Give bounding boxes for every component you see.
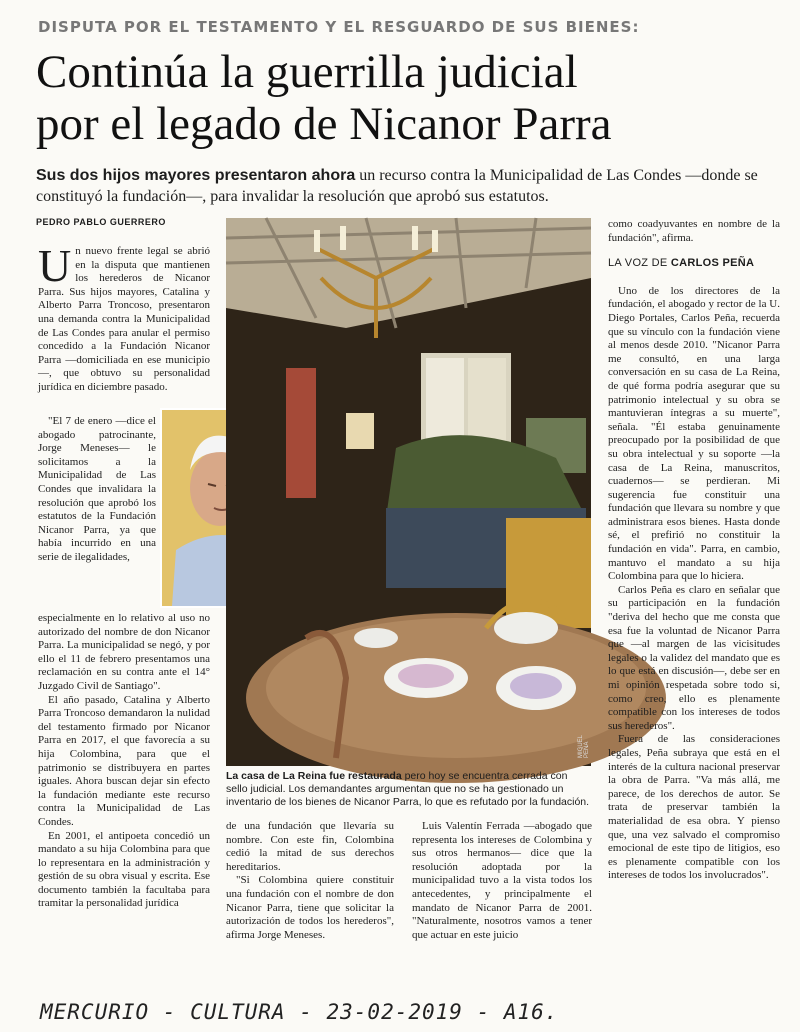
subhead-name: CARLOS PEÑA — [670, 257, 755, 270]
body-paragraph: "Si Colombina quiere constituir una fundación con el nombre de don Nicanor Parra, tiene que solicitar la autorización de todos los herederos", afirma Jorge Meneses. — [226, 874, 394, 941]
paragraph-text: n nuevo frente legal se abrió en la disputa que mantienen los herederos de Nicanor Parra. Sus hijos mayores, Catalina y Alberto Parra Troncoso, presentaron una demanda contra la Municipalidad de Las Condes para anular el permiso concedido a la Fundación Nicanor Parra —domiciliada en ese municipio—, que obtuvo su personalidad jurídica en diciembre pasado. — [38, 245, 210, 393]
headline — [36, 46, 776, 150]
body-paragraph: Luis Valentín Ferrada —abogado que representa los intereses de Colombina y sus otros hermanos— dice que la resolución adoptada por la municipalidad tuvo a la vista todos los antecedentes, y principalmente el mandato de Nicanor Parra de 2001. "Naturalmente, nosotros vamos a tener que actuar en este juicio — [412, 820, 592, 941]
body-paragraph: Carlos Peña es claro en señalar que su participación en la fundación "deriva del hecho que me consta que esa fue la voluntad de Nicanor Parra que —al margen de las vicisitudes legales o la validez del mandato que es lo que está en discusión—, debe ser en mi opinión respetada sobre todo si, como creo, ello es plenamente compatible con los intereses de todos sus herederos". — [608, 583, 780, 732]
main-photo — [226, 218, 591, 766]
body-paragraph: Uno de los directores de la fundación, el abogado y rector de la U. Diego Portales, Carlos Peña, recuerda que su vínculo con la fundación viene al menos desde 2010. "Nicanor Parra me consultó, en una larga conversación en su casa de La Reina, de qué forma podría asegurar que su patrimonio intelectual y su obra se mantuvieran íntegras a su muerte", señala. "Él estaba genuinamente preocupado por la posibilidad de que su obra intelectual y su soporte —la casa de La Reina, manuscritos, cuadernos— se perdieran. Mi sugerencia fue constituir una fundación que llevara su nombre y que administrara esos bienes. Hasta donde sé, el prefirió no constituir la fundación en vida". Parra, en cambio, mantuvo el mandato a su hija Colombina para que lo hiciera. — [608, 284, 780, 583]
body-paragraph: especialmente en lo relativo al uso no autorizado del nombre de don Nicanor Parra. La municipalidad se negó, y por ello el 11 de febrero presentamos una reclamación en su contra ante el 14° Juzgado Civil de Santiago". — [38, 612, 210, 692]
deck-rest: un recurso contra la Municipalidad de Las Condes —donde se constituyó la fundación—, para invalidar la resolución que aprobó sus estatutos. — [36, 167, 758, 205]
subhead-prefix: LA VOZ DE — [608, 257, 671, 270]
body-column-4 — [608, 218, 780, 968]
caption-bold: La casa de La Reina fue restaurada — [226, 770, 402, 782]
photo-credit: MIGUEL PEÑA — [578, 735, 590, 758]
body-column-2 — [226, 820, 394, 965]
body-paragraph: En 2001, el antipoeta concedió un mandato a su hija Colombina para que lo representara en la administración y gestión de su obra visual y escrita. Ese documento también la facultaba para tramitar la personalidad jurídica — [38, 829, 210, 910]
caption-rest: pero hoy se encuentra cerrada con sello judicial. Los demandantes argumentan que no se ha gestionado un inventario de los bienes de Nicanor Parra, lo que es refutado por la fundación. — [226, 770, 590, 808]
photo-caption — [226, 770, 591, 809]
room-photo-illustration — [226, 218, 591, 766]
section-subhead — [608, 257, 780, 271]
body-paragraph: como coadyuvantes en nombre de la fundación", afirma. — [608, 218, 780, 244]
byline: PEDRO PABLO GUERRERO — [36, 217, 166, 227]
body-paragraph: El año pasado, Catalina y Alberto Parra Troncoso demandaron la nulidad del testamento firmado por Nicanor Parra en 2017, el que favorecía a su hija Colombina, para que el patrimonio se distribuyera en partes iguales. Ahora buscan dejar sin efecto la fundación mediante este recurso contra la Municipalidad de Las Condes. — [38, 693, 210, 828]
headline-line-2: por el legado de Nicanor Parra — [36, 98, 612, 150]
deck — [36, 165, 776, 207]
body-paragraph: "El 7 de enero —dice el abogado patrocinante, Jorge Meneses— le solicitamos a la Municipalidad de Las Condes que invalidara la resolución que aprobó los estatutos de la Fundación Nicanor Parra, ya que había incurrido en una serie de ilegalidades, — [38, 415, 156, 563]
kicker: DISPUTA POR EL TESTAMENTO Y EL RESGUARDO DE SUS BIENES: — [38, 18, 640, 36]
body-column-1-top — [38, 240, 210, 415]
drop-cap: U — [38, 240, 72, 291]
handwritten-source-note: MERCURIO - CULTURA - 23-02-2019 - A16. — [40, 1000, 559, 1024]
body-paragraph — [38, 240, 210, 395]
body-column-1-bottom — [38, 612, 210, 962]
body-paragraph: Fuera de las consideraciones legales, Peña subraya que está en el interés de la cultura nacional preservar la obra de Parra. "Va más allá, me parece, de los derechos de autor. Se trata de preservar también la materialidad de esa obra. Y pienso que, una vez salvado el compromiso emocional de este tipo de litigios, eso es plenamente compatible con los intereses de todos los involucrados". — [608, 733, 780, 882]
body-column-1-mid — [38, 415, 156, 615]
body-column-3 — [412, 820, 592, 965]
headline-line-1: Continúa la guerrilla judicial — [36, 46, 578, 98]
deck-bold: Sus dos hijos mayores presentaron ahora — [36, 167, 356, 184]
body-paragraph: de una fundación que llevaría su nombre. Con este fin, Colombina cedió la mitad de sus derechos hereditarios. — [226, 820, 394, 873]
